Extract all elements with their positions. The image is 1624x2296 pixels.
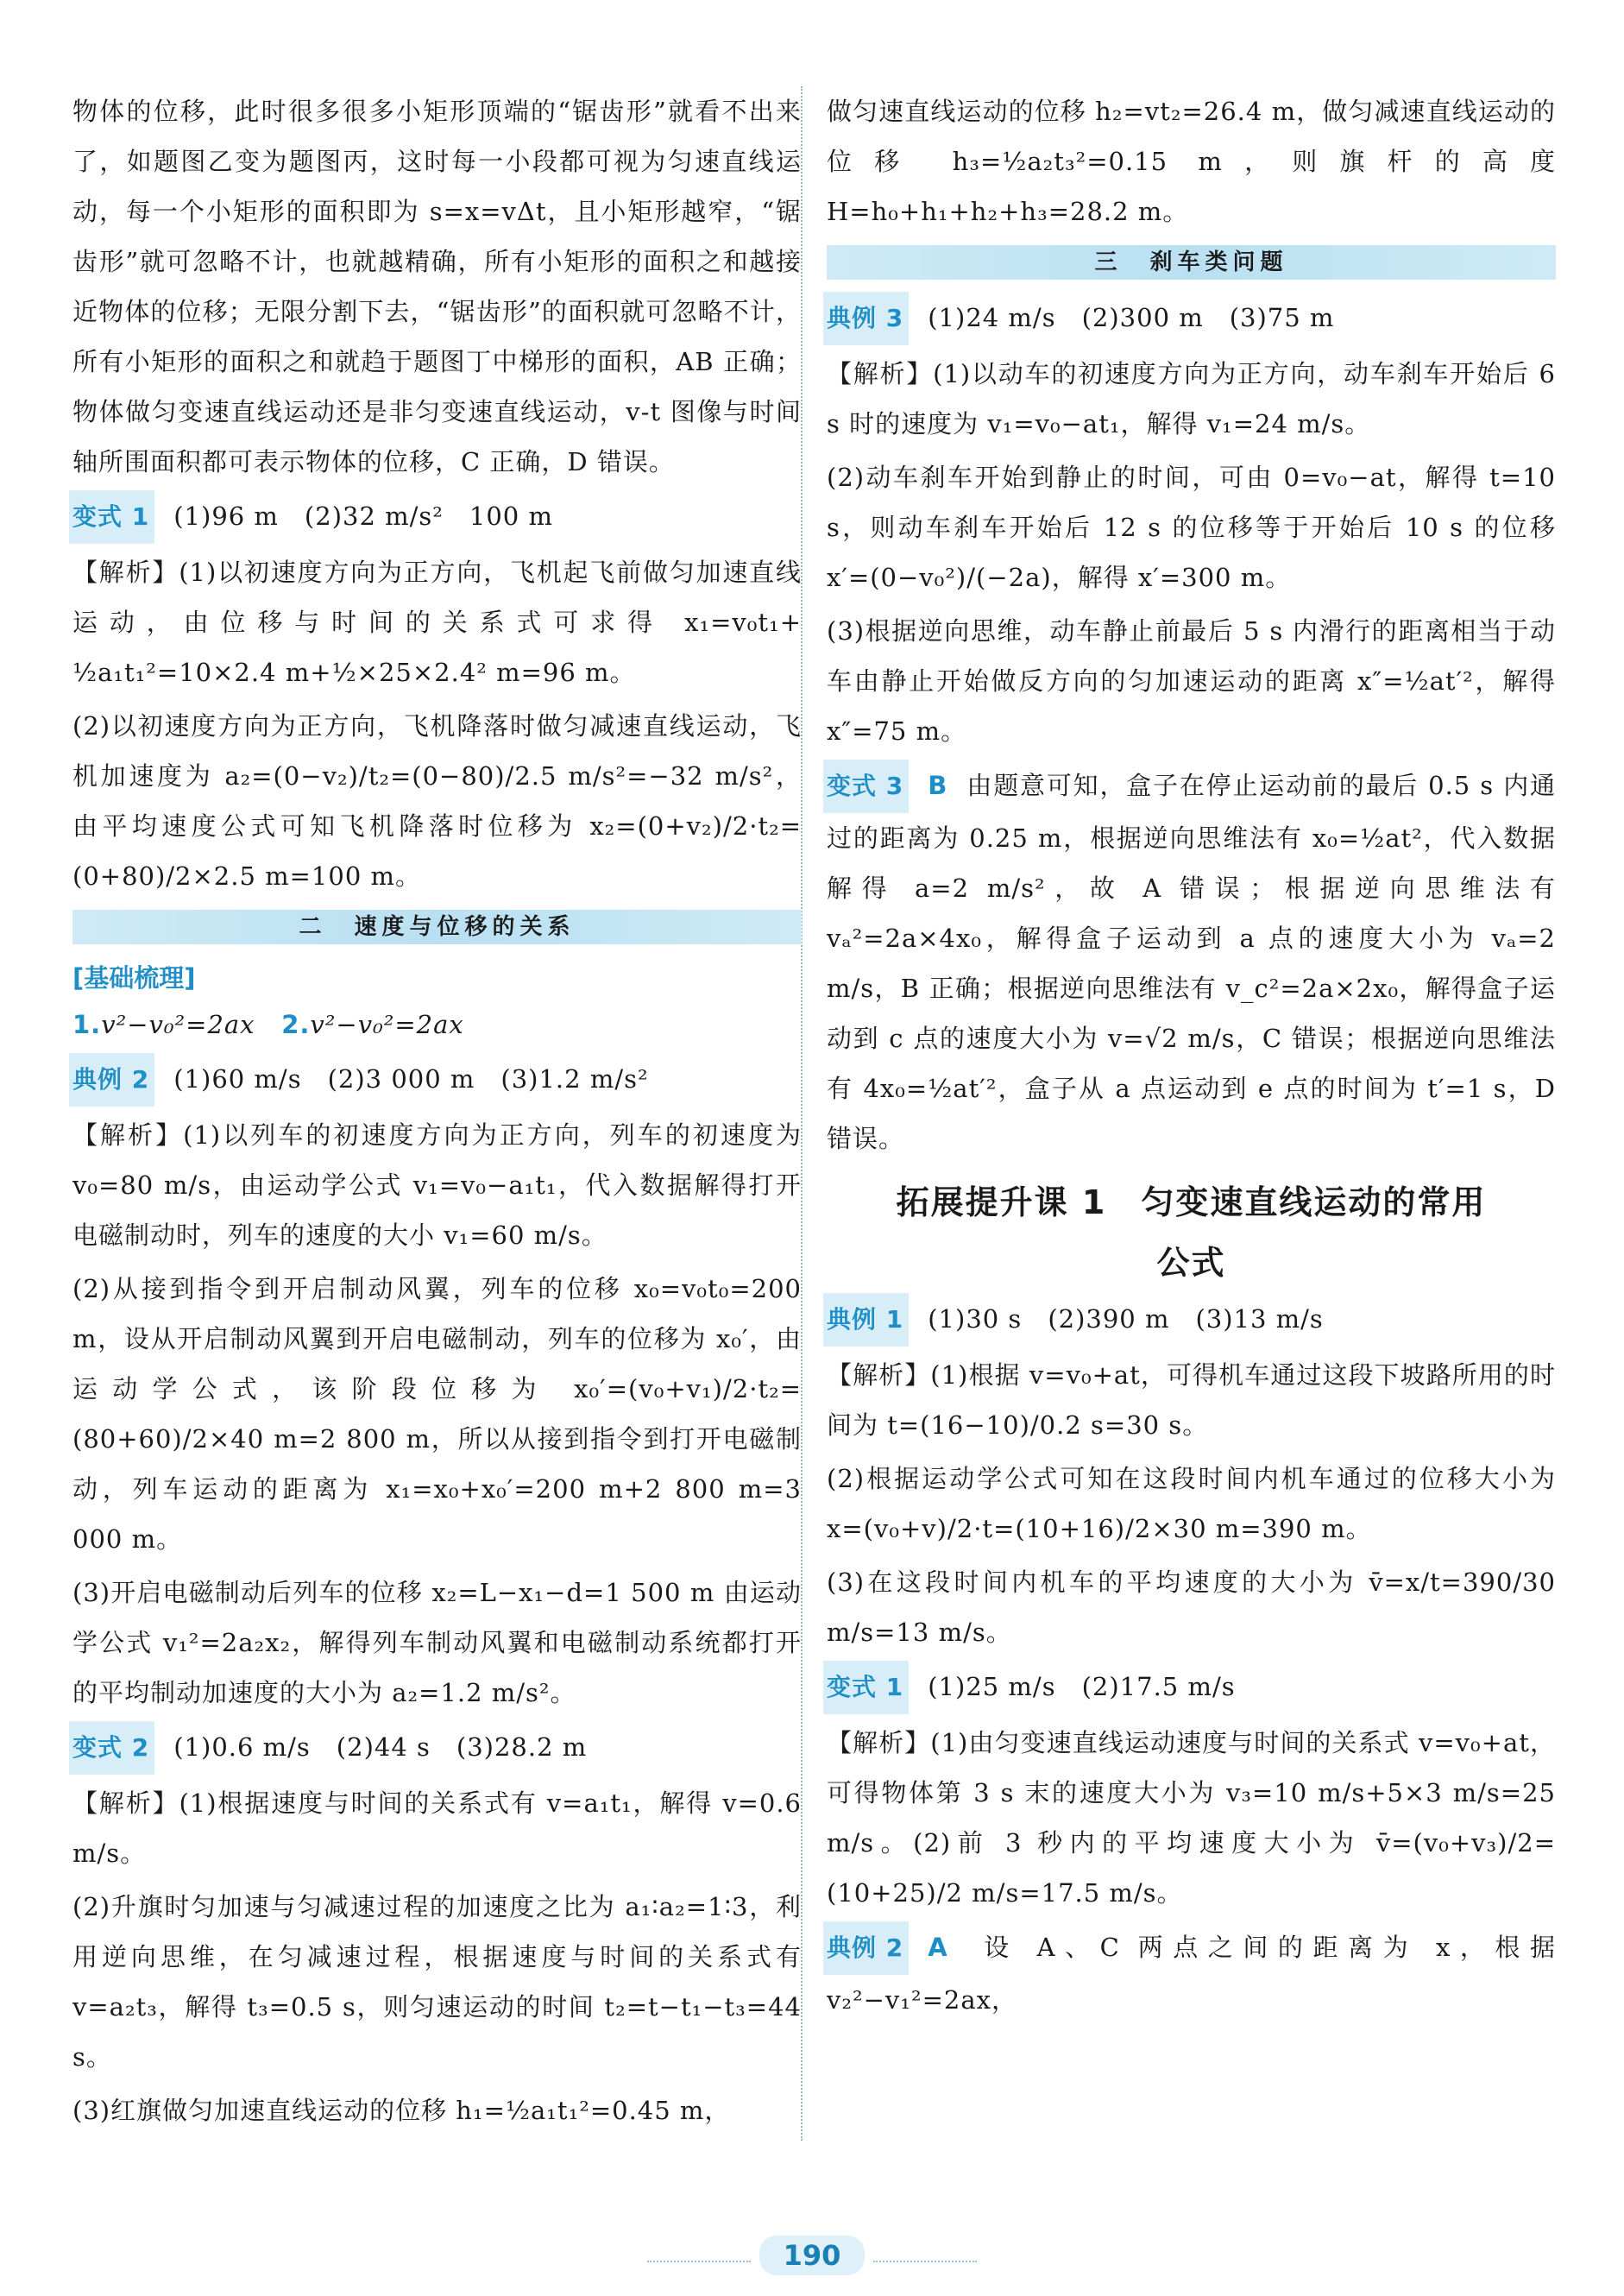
answer-text: (1)0.6 m/s (2)44 s (3)28.2 m (173, 1732, 588, 1762)
variant-1-answer (827, 1661, 1556, 1714)
solution-paragraph: 【解析】(1)根据速度与时间的关系式有 v=a₁t₁，解得 v=0.6 m/s。 (72, 1788, 802, 1868)
paragraph: 做匀速直线运动的位移 h₂=vt₂=26.4 m，做匀减速直线运动的位移 h₃=½a₂t₃²=0.15 m，则旗杆的高度 H=h₀+h₁+h₂+h₃=28.2 m。 (827, 97, 1556, 226)
left-column (72, 86, 802, 2139)
paragraph: 物体的位移，此时很多很多小矩形顶端的“锯齿形”就看不出来了，如题图乙变为题图丙，这时每一小段都可视为匀速直线运动，每一个小矩形的面积即为 s=x=vΔt，且小矩形越窄，“锯齿形”就可忽略不计，也就越精确，所有小矩形的面积之和越接近物体的位移；无限分割下去，“锯齿形”的面积就可忽略不计，所有小矩形的面积之和就趋于题图丁中梯形的面积，AB 正确；物体做匀变速直线运动还是非匀变速直线运动，v-t 图像与时间轴所围面积都可表示物体的位移，C 正确，D 错误。 (72, 97, 802, 476)
formula: v²−v₀²=2ax (101, 1010, 255, 1039)
footer-dots-left (647, 2261, 751, 2262)
lesson-title-line-2: 公式 (1156, 1244, 1226, 1282)
solution-paragraph: (2)动车刹车开始到静止的时间，可由 0=v₀−at，解得 t=10 s，则动车刹车开始后 12 s 的位移等于开始后 10 s 的位移 x′=(0−v₀²)/(−2a)，解得 x′=300 m。 (827, 463, 1556, 592)
variant-1-answer (72, 490, 802, 544)
variant-3-answer (827, 760, 1556, 1164)
solution-text: 设 A、C 两点之间的距离为 x，根据 v₂²−v₁²=2ax， (827, 1933, 1556, 2015)
answer-letter: A (928, 1933, 948, 1962)
example-2-answer (72, 1053, 802, 1107)
example-3-answer (827, 292, 1556, 345)
solution-paragraph: (3)开启电磁制动后列车的位移 x₂=L−x₁−d=1 500 m 由运动学公式 v₁²=2a₂x₂，解得列车制动风翼和电磁制动系统都打开的平均制动加速度的大小为 a₂=1.2 m/s²。 (72, 1578, 802, 1707)
solution-paragraph: (2)以初速度方向为正方向，飞机降落时做匀减速直线运动，飞机加速度为 a₂=(0−v₂)/t₂=(0−80)/2.5 m/s²=−32 m/s²，由平均速度公式可知飞机降落时位移为 x₂=(0+v₂)/2·t₂=(0+80)/2×2.5 m=100 m。 (72, 711, 802, 891)
answer-text: (1)96 m (2)32 m/s² 100 m (173, 501, 553, 531)
solution-paragraph: (2)升旗时匀加速与匀减速过程的加速度之比为 a₁∶a₂=1∶3，利用逆向思维，在匀减速过程，根据速度与时间的关系式有 v=a₂t₃，解得 t₃=0.5 s，则匀速运动的时间 t₂=t−t₁−t₃=44 s。 (72, 1892, 802, 2072)
basic-review-items (72, 1000, 802, 1050)
solution-paragraph: (2)从接到指令到开启制动风翼，列车的位移 x₀=v₀t₀=200 m，设从开启制动风翼到开启电磁制动，列车的位移为 x₀′，由运动学公式，该阶段位移为 x₀′=(v₀+v₁)/2·t₂=(80+60)/2×40 m=2 800 m，所以从接到指令到打开电磁制动，列车运动的距离为 x₁=x₀+x₀′=200 m+2 800 m=3 000 m。 (72, 1274, 802, 1554)
page-number: 190 (759, 2236, 866, 2275)
solution-paragraph: (2)根据运动学公式可知在这段时间内机车通过的位移大小为 x=(v₀+v)/2·t=(10+16)/2×30 m=390 m。 (827, 1464, 1556, 1543)
page-footer (0, 2236, 1624, 2275)
answer-text: (1)30 s (2)390 m (3)13 m/s (928, 1304, 1324, 1334)
solution-paragraph: 【解析】(1)以动车的初速度方向为正方向，动车刹车开始后 6 s 时的速度为 v₁=v₀−at₁，解得 v₁=24 m/s。 (827, 359, 1556, 438)
item-number: 2. (281, 1010, 311, 1039)
example-1-answer (827, 1293, 1556, 1347)
variant-label: 变式 1 (69, 490, 154, 544)
example-label: 典例 2 (823, 1921, 909, 1975)
solution-paragraph: (3)在这段时间内机车的平均速度的大小为 v̄=x/t=390/30 m/s=13 m/s。 (827, 1567, 1556, 1647)
variant-2-answer (72, 1721, 802, 1775)
footer-dots-right (873, 2261, 977, 2262)
variant-label: 变式 2 (69, 1721, 154, 1775)
answer-text: (1)60 m/s (2)3 000 m (3)1.2 m/s² (173, 1064, 649, 1094)
section-heading: 三 刹车类问题 (827, 245, 1556, 280)
lesson-title (827, 1172, 1556, 1293)
lesson-title-line-1: 拓展提升课 1 匀变速直线运动的常用 (896, 1183, 1487, 1221)
solution-paragraph: (3)根据逆向思维，动车静止前最后 5 s 内滑行的距离相当于动车由静止开始做反方向的匀加速运动的距离 x″=½at′²，解得 x″=75 m。 (827, 616, 1556, 746)
formula: v²−v₀²=2ax (310, 1010, 464, 1039)
answer-letter: B (928, 771, 948, 800)
section-heading: 二 速度与位移的关系 (72, 910, 802, 944)
example-2-answer (827, 1921, 1556, 2025)
item-number: 1. (72, 1010, 102, 1039)
variant-label: 变式 3 (823, 760, 909, 813)
example-label: 典例 3 (823, 292, 909, 345)
solution-paragraph: 【解析】(1)以初速度方向为正方向，飞机起飞前做匀加速直线运动，由位移与时间的关系式可求得 x₁=v₀t₁+ ½a₁t₁²=10×2.4 m+½×25×2.4² m=96 m。 (72, 558, 802, 687)
example-label: 典例 1 (823, 1293, 909, 1347)
answer-text: (1)25 m/s (2)17.5 m/s (928, 1672, 1236, 1701)
solution-paragraph: 【解析】(1)以列车的初速度方向为正方向，列车的初速度为 v₀=80 m/s，由运动学公式 v₁=v₀−a₁t₁，代入数据解得打开电磁制动时，列车的速度的大小 v₁=60 m/s。 (72, 1120, 802, 1250)
solution-paragraph: (3)红旗做匀加速直线运动的位移 h₁=½a₁t₁²=0.45 m， (72, 2096, 731, 2125)
answer-text: (1)24 m/s (2)300 m (3)75 m (928, 303, 1335, 332)
example-label: 典例 2 (69, 1053, 154, 1107)
variant-label: 变式 1 (823, 1661, 909, 1714)
solution-paragraph: 【解析】(1)由匀变速直线运动速度与时间的关系式 v=v₀+at，可得物体第 3 s 末的速度大小为 v₃=10 m/s+5×3 m/s=25 m/s。(2)前 3 秒内的平均速度大小为 v̄=(v₀+v₃)/2=(10+25)/2 m/s=17.5 m/s。 (827, 1728, 1556, 1908)
basic-review-heading: [基础梳理] (72, 963, 196, 993)
solution-text: 由题意可知，盒子在停止运动前的最后 0.5 s 内通过的距离为 0.25 m，根据逆向思维法有 x₀=½at²，代入数据解得 a=2 m/s²，故 A 错误；根据逆向思维法有 vₐ²=2a×4x₀，解得盒子运动到 a 点的速度大小为 vₐ=2 m/s，B 正确；根据逆向思维法有 v_c²=2a×2x₀，解得盒子运动到 c 点的速度大小为 v=√2 m/s，C 错误；根据逆向思维法有 4x₀=½at′²，盒子从 a 点运动到 e 点的时间为 t′=1 s，D 错误。 (827, 771, 1556, 1153)
solution-paragraph: 【解析】(1)根据 v=v₀+at，可得机车通过这段下坡路所用的时间为 t=(16−10)/0.2 s=30 s。 (827, 1360, 1556, 1440)
right-column (827, 86, 1556, 2028)
